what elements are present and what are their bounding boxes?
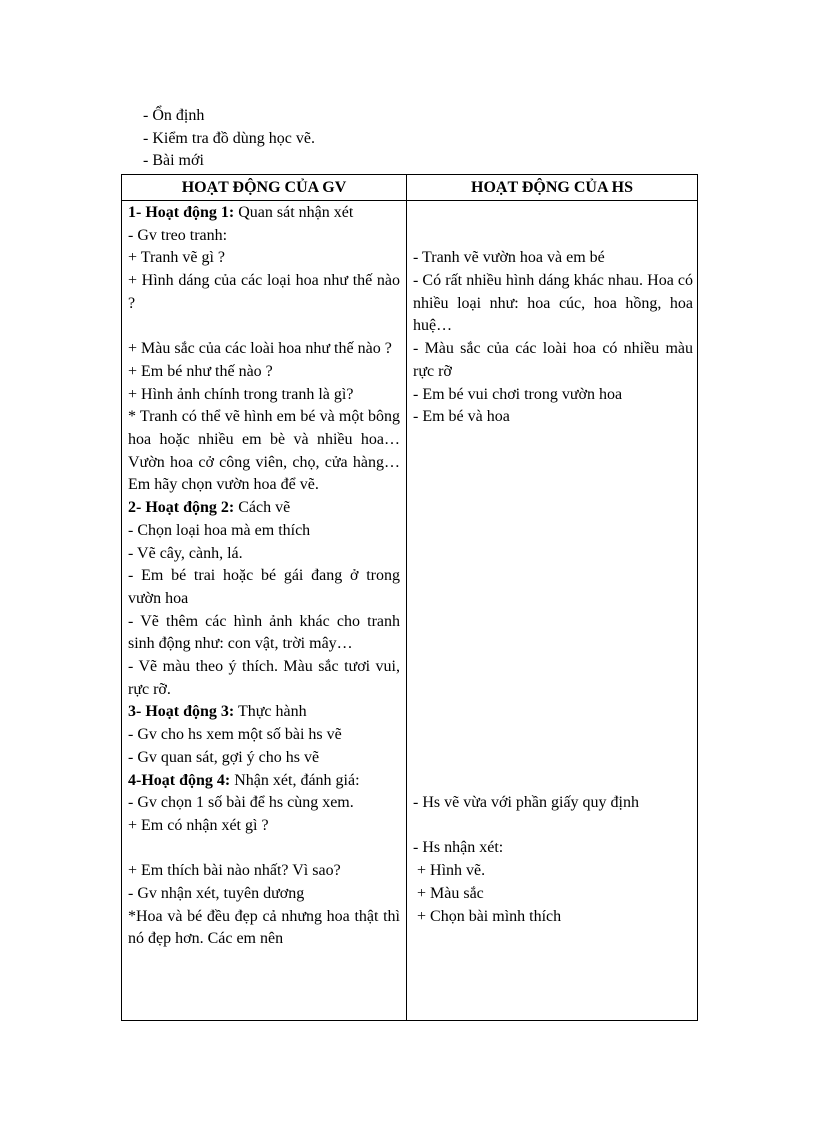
student-line: - Hs vẽ vừa với phần giấy quy định (413, 794, 639, 811)
activity-4-heading (128, 770, 400, 793)
teacher-line: - Vẽ cây, cành, lá. (128, 544, 243, 562)
blank-line (413, 225, 693, 248)
activity-3-title: 3- Hoạt động 3: (128, 703, 235, 721)
teacher-note: * Tranh có thể vẽ hình em bé và một bông hoa hoặc nhiều em bè và nhiều hoa…Vườn hoa cở công viên, chọ, cửa hàng… Em hãy chọn vườn hoa để vẽ. (128, 408, 400, 494)
teacher-line: + Hình dáng của các loại hoa như thế nào ? (128, 272, 400, 312)
student-column (413, 202, 693, 928)
teacher-line: - Em bé trai hoặc bé gái đang ở trong vườn hoa (128, 567, 400, 607)
activity-1-heading (128, 202, 400, 225)
teacher-line: - Gv nhận xét, tuyên dương (128, 885, 305, 903)
activity-4-title: 4-Hoạt động 4: (128, 771, 231, 789)
student-line: - Hs nhận xét: (413, 839, 504, 857)
blank-line (128, 316, 400, 339)
student-line: - Màu sắc của các loài hoa có nhiều màu rực rỡ (413, 340, 693, 380)
activity-2-heading (128, 497, 400, 520)
intro-item: - Bài mới (143, 152, 204, 169)
teacher-line: - Vẽ thêm các hình ảnh khác cho tranh sinh động như: con vật, trời mây… (128, 612, 400, 653)
activity-1-title: 1- Hoạt động 1: (128, 204, 235, 221)
teacher-line: + Em thích bài nào nhất? Vì sao? (128, 862, 341, 880)
student-line: - Em bé và hoa (413, 408, 510, 426)
intro-item: - Ổn định (143, 107, 205, 124)
teacher-note: *Hoa và bé đều đẹp cả nhưng hoa thật thì nó đẹp hơn. Các em nên (128, 907, 400, 948)
activity-1-subtitle: Quan sát nhận xét (234, 204, 354, 221)
activity-2-title: 2- Hoạt động 2: (128, 499, 235, 517)
student-line: + Hình vẽ. (417, 862, 486, 880)
blank-line (128, 838, 400, 861)
blank-line (413, 815, 693, 838)
activity-table (121, 174, 698, 1021)
teacher-line: - Gv quan sát, gợi ý cho hs vẽ (128, 748, 320, 766)
teacher-line: + Hình ảnh chính trong tranh là gì? (128, 385, 354, 403)
activity-4-subtitle: Nhận xét, đánh giá: (230, 771, 360, 789)
teacher-line: - Gv cho hs xem một số bài hs vẽ (128, 726, 342, 744)
student-line: + Màu sắc (417, 884, 484, 902)
teacher-line: + Em có nhận xét gì ? (128, 816, 269, 834)
teacher-line: + Em bé như thế nào ? (128, 362, 273, 380)
student-line: + Chọn bài mình thích (417, 907, 562, 925)
blank-line (413, 202, 693, 225)
teacher-line: - Vẽ màu theo ý thích. Màu sắc tươi vui, rực rỡ. (128, 658, 400, 698)
intro-item: - Kiểm tra đồ dùng học vẽ. (143, 129, 315, 147)
spacer (413, 429, 693, 792)
teacher-line: + Màu sắc của các loài hoa như thế nào ? (128, 340, 392, 358)
teacher-line: + Tranh vẽ gì ? (128, 249, 226, 267)
header-teacher: HOẠT ĐỘNG CỦA GV (181, 179, 347, 196)
header-student: HOẠT ĐỘNG CỦA HS (471, 179, 633, 196)
intro-list (143, 105, 315, 173)
teacher-line: - Chọn loại hoa mà em thích (128, 521, 311, 539)
student-line: - Có rất nhiều hình dáng khác nhau. Hoa có nhiều loại như: hoa cúc, hoa hồng, hoa huệ… (413, 272, 693, 335)
teacher-line: - Gv treo tranh: (128, 226, 228, 244)
header-divider (122, 200, 697, 201)
column-divider (406, 175, 407, 1020)
activity-2-subtitle: Cách vẽ (234, 499, 291, 517)
activity-3-heading (128, 701, 400, 724)
teacher-line: - Gv chọn 1 số bài để hs cùng xem. (128, 794, 354, 812)
student-line: - Em bé vui chơi trong vườn hoa (413, 385, 623, 403)
student-line: - Tranh vẽ vườn hoa và em bé (413, 249, 605, 267)
teacher-column (128, 202, 400, 951)
activity-3-subtitle: Thực hành (234, 703, 307, 721)
